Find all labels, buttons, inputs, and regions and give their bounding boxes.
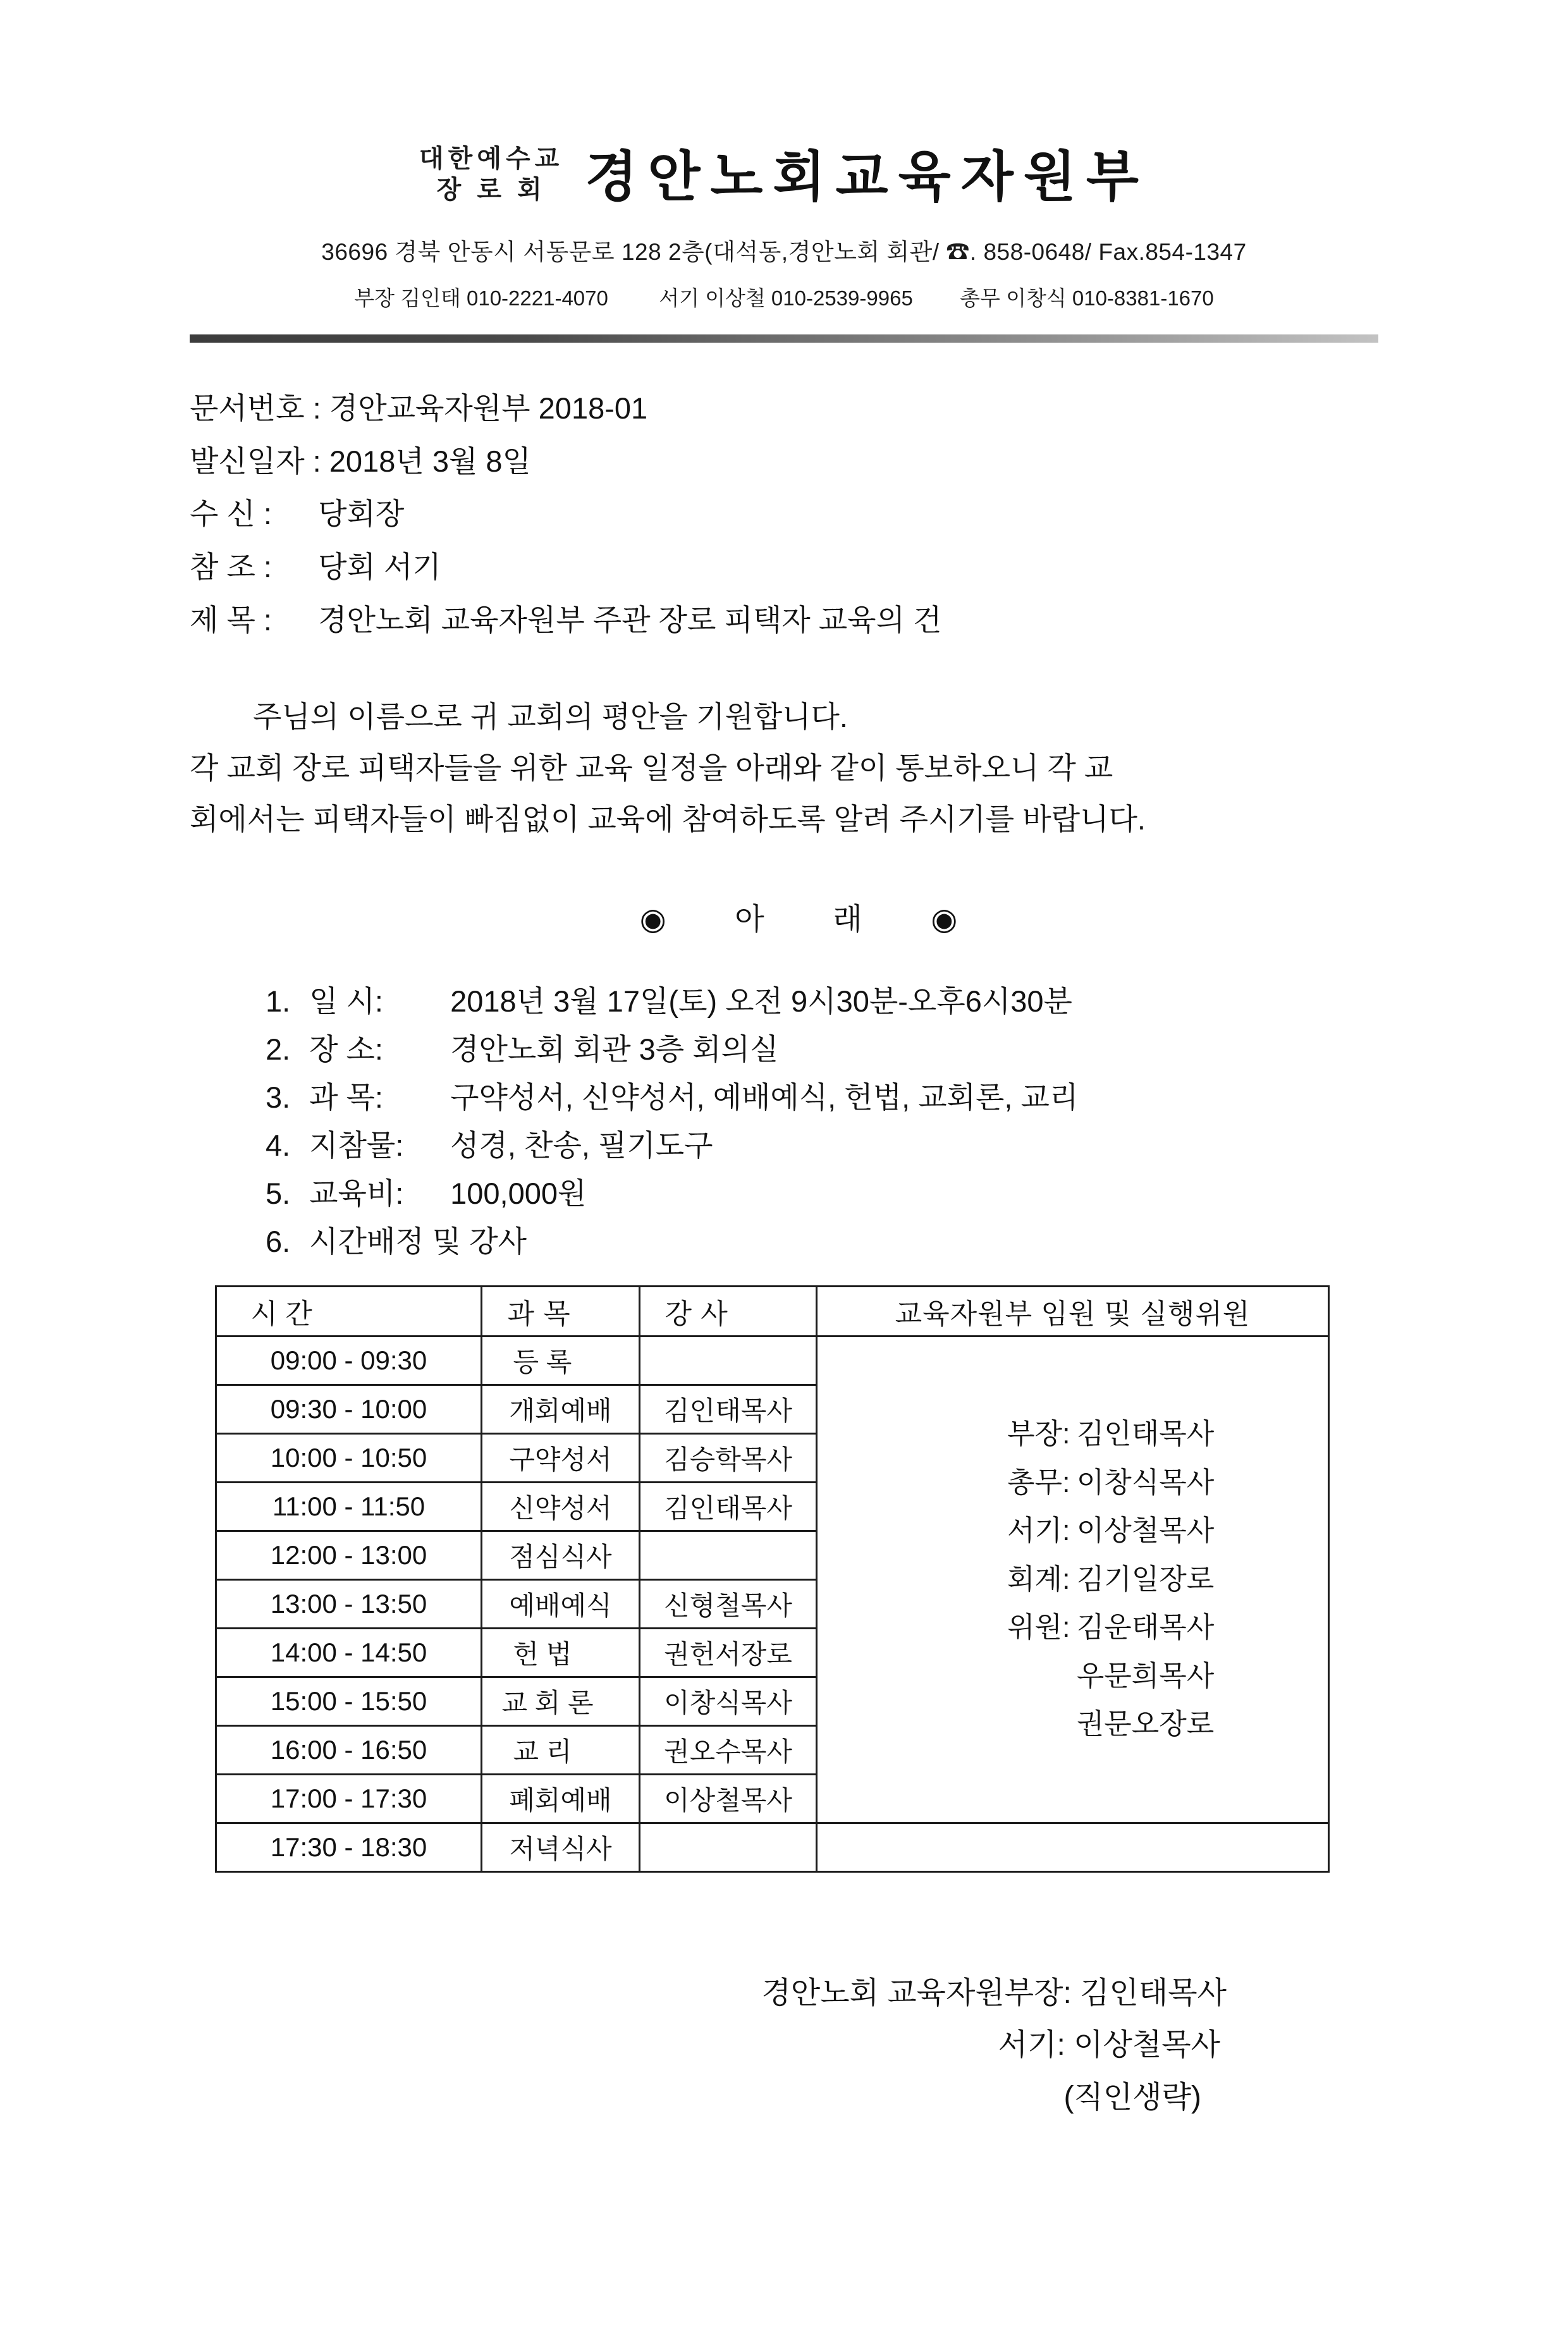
officer-name: 우문희목사: [1076, 1659, 1215, 1692]
meta-label-date: 발신일자 :: [190, 444, 321, 478]
officer-name: 김운태목사: [1076, 1611, 1215, 1644]
cell-lecturer: 권헌서장로: [640, 1628, 817, 1677]
table-header-lecturer-text: 강 사: [665, 1298, 728, 1330]
table-header-officers: 교육자원부 임원 및 실행위원: [817, 1286, 1329, 1336]
officer-role: 서기:: [1007, 1514, 1070, 1547]
meta-label-to: 수 신 :: [190, 497, 272, 531]
meta-row-cc: [190, 541, 1410, 594]
arae-text-right: 래: [833, 902, 865, 936]
list-item-value: 2018년 3월 17일(토) 오전 9시30분-오후6시30분: [450, 984, 1072, 1018]
cell-subject-text: 헌 법: [513, 1639, 572, 1669]
officer-role: 총무:: [1007, 1466, 1070, 1498]
cell-subject: [482, 1677, 640, 1725]
document-page: [0, 133, 1568, 2350]
officer-row: [893, 1700, 1321, 1749]
cell-subject: 폐회예배: [482, 1774, 640, 1823]
cell-lecturer: 김승학목사: [640, 1433, 817, 1482]
greeting-line-1-text: 주님의 이름으로 귀 교회의 평안을 기원합니다.: [253, 700, 848, 734]
list-item-key: 지참물:: [309, 1129, 404, 1163]
cell-time: 13:00 - 13:50: [216, 1579, 482, 1628]
cell-lecturer: [640, 1336, 817, 1385]
cell-time: 11:00 - 11:50: [216, 1482, 482, 1531]
cell-time: 17:00 - 17:30: [216, 1774, 482, 1823]
greeting-line-1: [190, 692, 1410, 743]
meta-value-subject: 경안노회 교육자원부 주관 장로 피택자 교육의 건: [318, 603, 942, 637]
cell-time: 14:00 - 14:50: [216, 1628, 482, 1677]
officer-row: [893, 1410, 1321, 1459]
cell-time: 12:00 - 13:00: [216, 1531, 482, 1579]
officer-row: [893, 1603, 1321, 1652]
officer-row: [893, 1555, 1321, 1604]
letterhead-address: 36696 경북 안동시 서동문로 128 2층(대석동,경안노회 회관/ ☎. 858-0648/ Fax.854-1347: [321, 239, 1247, 265]
cell-subject: 신약성서: [482, 1482, 640, 1531]
list-item-number: 6.: [266, 1225, 291, 1259]
cell-lecturer: 이창식목사: [640, 1677, 817, 1725]
office-name: 경안노회교육자원부: [585, 147, 1149, 207]
meta-value-to: 당회장: [318, 497, 405, 531]
list-item-value: 성경, 찬송, 필기도구: [450, 1129, 713, 1163]
cell-time: 15:00 - 15:50: [216, 1677, 482, 1725]
cell-subject: [482, 1336, 640, 1385]
meta-value-date: 2018년 3월 8일: [329, 444, 531, 478]
list-item-number: 3.: [266, 1080, 291, 1115]
meta-row-to: [190, 487, 1410, 541]
header-divider: [190, 334, 1378, 343]
cell-time: 09:30 - 10:00: [216, 1385, 482, 1433]
greeting-line-3: 회에서는 피택자들이 빠짐없이 교육에 참여하도록 알려 주시기를 바랍니다.: [190, 802, 1146, 836]
cell-lecturer: 이상철목사: [640, 1774, 817, 1823]
cell-subject-text: 교 회 론: [501, 1687, 594, 1718]
greeting-block: [190, 692, 1410, 845]
list-item-key: 일 시:: [309, 984, 383, 1018]
officer-row: [893, 1459, 1321, 1507]
cell-subject: 예배예식: [482, 1579, 640, 1628]
cell-lecturer: 김인태목사: [640, 1482, 817, 1531]
table-header-time: [216, 1286, 482, 1336]
list-item-value: 구약성서, 신약성서, 예배예식, 헌법, 교회론, 교리: [450, 1080, 1079, 1115]
denomination-line-2: 장 로 회: [436, 176, 546, 204]
cell-subject: 저녁식사: [482, 1823, 640, 1871]
meta-value-cc: 당회 서기: [318, 549, 441, 584]
document-body: [0, 382, 1568, 2124]
signature-line-2: 서기: 이상철목사: [998, 2028, 1220, 2062]
meta-row-doc-no: [190, 382, 1410, 435]
signature-block: [190, 1968, 1410, 2124]
table-header-subject: [482, 1286, 640, 1336]
cell-subject-text: 등 록: [513, 1347, 572, 1377]
table-header-row: [216, 1286, 1329, 1336]
table-header-lecturer: [640, 1286, 817, 1336]
table-row: [216, 1823, 1329, 1871]
cell-time: 09:00 - 09:30: [216, 1336, 482, 1385]
cell-lecturer: [640, 1823, 817, 1871]
list-item: [266, 1025, 1410, 1074]
table-row: [216, 1336, 1329, 1385]
list-item-key: 과 목:: [309, 1080, 383, 1115]
list-item-value: 100,000원: [450, 1177, 587, 1211]
list-item: [266, 1122, 1410, 1170]
contact-chairman: 부장 김인태 010-2221-4070: [354, 286, 608, 310]
officers-cell-empty: [817, 1823, 1329, 1871]
cell-subject: 점심식사: [482, 1531, 640, 1579]
list-item-value: 경안노회 회관 3층 회의실: [450, 1032, 779, 1066]
cell-subject-text: 교 리: [513, 1736, 572, 1766]
officer-name: 김기일장로: [1076, 1562, 1215, 1595]
schedule-table-wrapper: [190, 1285, 1410, 1873]
contact-general-manager: 총무 이창식 010-8381-1670: [960, 286, 1214, 310]
officer-name: 김인태목사: [1076, 1417, 1215, 1450]
letterhead-title-line: [0, 133, 1568, 211]
list-item: [266, 1170, 1410, 1218]
meta-block: [190, 382, 1410, 646]
officer-role: 회계:: [1007, 1562, 1070, 1595]
list-item: [266, 1218, 1410, 1266]
cell-lecturer: [640, 1531, 817, 1579]
cell-subject: [482, 1628, 640, 1677]
arae-text-left: 아: [735, 902, 767, 936]
signature-line-3: (직인생략): [1063, 2080, 1201, 2114]
meta-row-subject: [190, 594, 1410, 647]
table-header-subject-text: 과 목: [507, 1298, 571, 1330]
schedule-table: [215, 1285, 1330, 1873]
cell-time: 16:00 - 16:50: [216, 1725, 482, 1774]
cell-lecturer: 권오수목사: [640, 1725, 817, 1774]
meta-label-subject: 제 목 :: [190, 603, 272, 637]
greeting-line-2: 각 교회 장로 피택자들을 위한 교육 일정을 아래와 같이 통보하오니 각 교: [190, 751, 1113, 785]
contact-secretary: 서기 이상철 010-2539-9965: [659, 286, 913, 310]
list-item: [266, 977, 1410, 1025]
officer-name: 권문오장로: [1076, 1708, 1215, 1741]
officer-role: 위원:: [1007, 1611, 1070, 1644]
table-header-time-text: 시 간: [250, 1298, 312, 1330]
list-item-number: 2.: [266, 1032, 291, 1066]
cell-time: 10:00 - 10:50: [216, 1433, 482, 1482]
letterhead-contacts: [0, 282, 1568, 312]
cell-lecturer: 김인태목사: [640, 1385, 817, 1433]
cell-subject: 개회예배: [482, 1385, 640, 1433]
cell-subject: [482, 1725, 640, 1774]
officers-cell: [817, 1336, 1329, 1823]
meta-value-doc-no: 경안교육자원부 2018-01: [329, 391, 648, 425]
cell-subject: 구약성서: [482, 1433, 640, 1482]
officer-name: 이상철목사: [1076, 1514, 1215, 1547]
meta-label-doc-no: 문서번호 :: [190, 391, 321, 425]
list-item-key: 시간배정 및 강사: [309, 1225, 527, 1259]
officer-row: [893, 1652, 1321, 1701]
meta-label-cc: 참 조 :: [190, 549, 272, 584]
bullet-right-icon: ◉: [931, 902, 960, 936]
list-item-number: 5.: [266, 1177, 291, 1211]
details-list: [190, 977, 1410, 1266]
cell-lecturer: 신형철목사: [640, 1579, 817, 1628]
officer-row: [893, 1507, 1321, 1555]
meta-row-date: [190, 435, 1410, 488]
signature-line-1: 경안노회 교육자원부장: 김인태목사: [761, 1976, 1227, 2010]
list-item: [266, 1074, 1410, 1122]
arae-marker: [190, 895, 1410, 938]
cell-time: 17:30 - 18:30: [216, 1823, 482, 1871]
list-item-key: 교육비:: [309, 1177, 404, 1211]
denomination-line-1: 대한예수교: [419, 145, 564, 173]
list-item-number: 1.: [266, 984, 291, 1018]
list-item-number: 4.: [266, 1129, 291, 1163]
officer-name: 이창식목사: [1076, 1466, 1215, 1498]
list-item-key: 장 소:: [309, 1032, 383, 1066]
officer-role: 부장:: [1007, 1417, 1070, 1450]
letterhead: [0, 133, 1568, 343]
bullet-left-icon: ◉: [639, 902, 669, 936]
denomination-block: [419, 138, 563, 205]
